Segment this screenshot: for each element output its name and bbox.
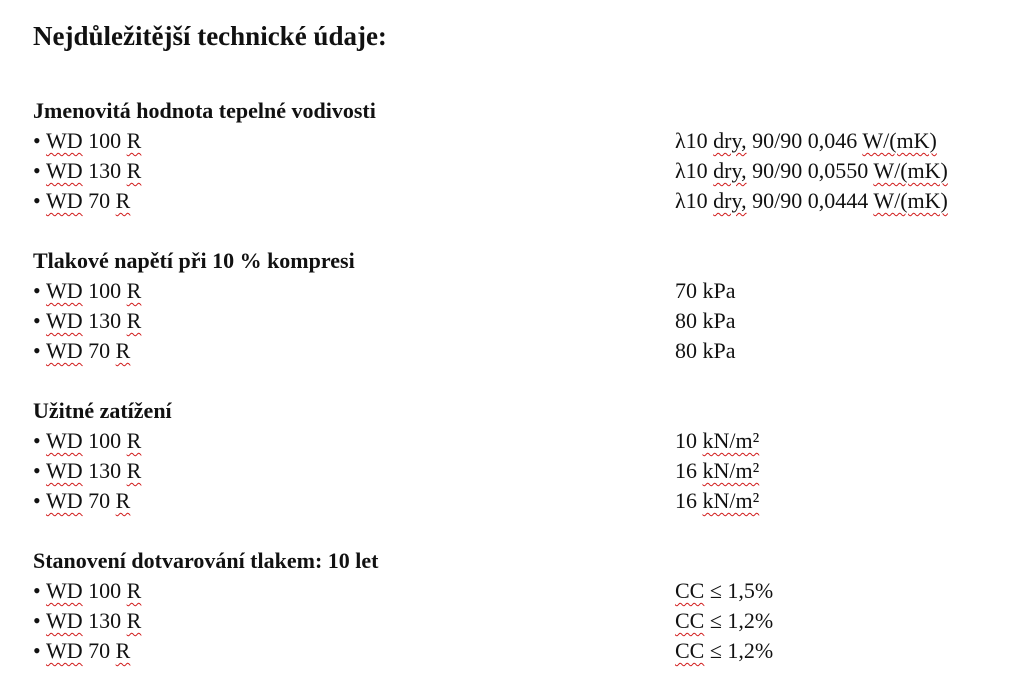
product-name: WD 130 R bbox=[46, 308, 142, 333]
bullet: • bbox=[33, 128, 41, 153]
product-name: WD 70 R bbox=[46, 338, 131, 363]
section-useful-load bbox=[33, 396, 1013, 516]
product-name: WD 100 R bbox=[46, 578, 142, 603]
property-value: CC ≤ 1,2% bbox=[675, 638, 774, 663]
property-value: 80 kPa bbox=[675, 338, 736, 363]
list-item bbox=[33, 126, 1013, 156]
page-title: Nejdůležitější technické údaje: bbox=[33, 21, 387, 51]
bullet: • bbox=[33, 308, 41, 333]
section-thermal-conductivity bbox=[33, 96, 1013, 216]
list-item bbox=[33, 336, 1013, 366]
list-item bbox=[33, 606, 1013, 636]
property-value: 16 kN/m² bbox=[675, 458, 760, 483]
list-item bbox=[33, 306, 1013, 336]
property-value: CC ≤ 1,2% bbox=[675, 608, 774, 633]
property-value: 10 kN/m² bbox=[675, 428, 760, 453]
property-value: CC ≤ 1,5% bbox=[675, 578, 774, 603]
bullet: • bbox=[33, 488, 41, 513]
bullet: • bbox=[33, 338, 41, 363]
bullet: • bbox=[33, 458, 41, 483]
bullet: • bbox=[33, 638, 41, 663]
list-item bbox=[33, 156, 1013, 186]
product-name: WD 70 R bbox=[46, 638, 131, 663]
bullet: • bbox=[33, 608, 41, 633]
section-heading: Jmenovitá hodnota tepelné vodivosti bbox=[33, 98, 376, 123]
product-name: WD 130 R bbox=[46, 458, 142, 483]
section-compressive-creep bbox=[33, 546, 1013, 666]
section-heading: Stanovení dotvarování tlakem: 10 let bbox=[33, 548, 379, 573]
section-heading: Tlakové napětí při 10 % kompresi bbox=[33, 248, 355, 273]
list-item bbox=[33, 276, 1013, 306]
section-compressive-stress bbox=[33, 246, 1013, 366]
list-item bbox=[33, 486, 1013, 516]
property-value: 80 kPa bbox=[675, 308, 736, 333]
property-value: 16 kN/m² bbox=[675, 488, 760, 513]
bullet: • bbox=[33, 158, 41, 183]
product-name: WD 100 R bbox=[46, 428, 142, 453]
product-name: WD 70 R bbox=[46, 488, 131, 513]
product-name: WD 70 R bbox=[46, 188, 131, 213]
product-name: WD 130 R bbox=[46, 158, 142, 183]
property-value: λ10 dry, 90/90 0,0550 W/(mK) bbox=[675, 158, 948, 183]
property-value: λ10 dry, 90/90 0,046 W/(mK) bbox=[675, 128, 937, 153]
list-item bbox=[33, 456, 1013, 486]
bullet: • bbox=[33, 278, 41, 303]
list-item bbox=[33, 636, 1013, 666]
bullet: • bbox=[33, 188, 41, 213]
product-name: WD 100 R bbox=[46, 128, 142, 153]
bullet: • bbox=[33, 428, 41, 453]
list-item bbox=[33, 576, 1013, 606]
property-value: 70 kPa bbox=[675, 278, 736, 303]
list-item bbox=[33, 426, 1013, 456]
property-value: λ10 dry, 90/90 0,0444 W/(mK) bbox=[675, 188, 948, 213]
section-heading: Užitné zatížení bbox=[33, 398, 172, 423]
bullet: • bbox=[33, 578, 41, 603]
list-item bbox=[33, 186, 1013, 216]
product-name: WD 130 R bbox=[46, 608, 142, 633]
product-name: WD 100 R bbox=[46, 278, 142, 303]
